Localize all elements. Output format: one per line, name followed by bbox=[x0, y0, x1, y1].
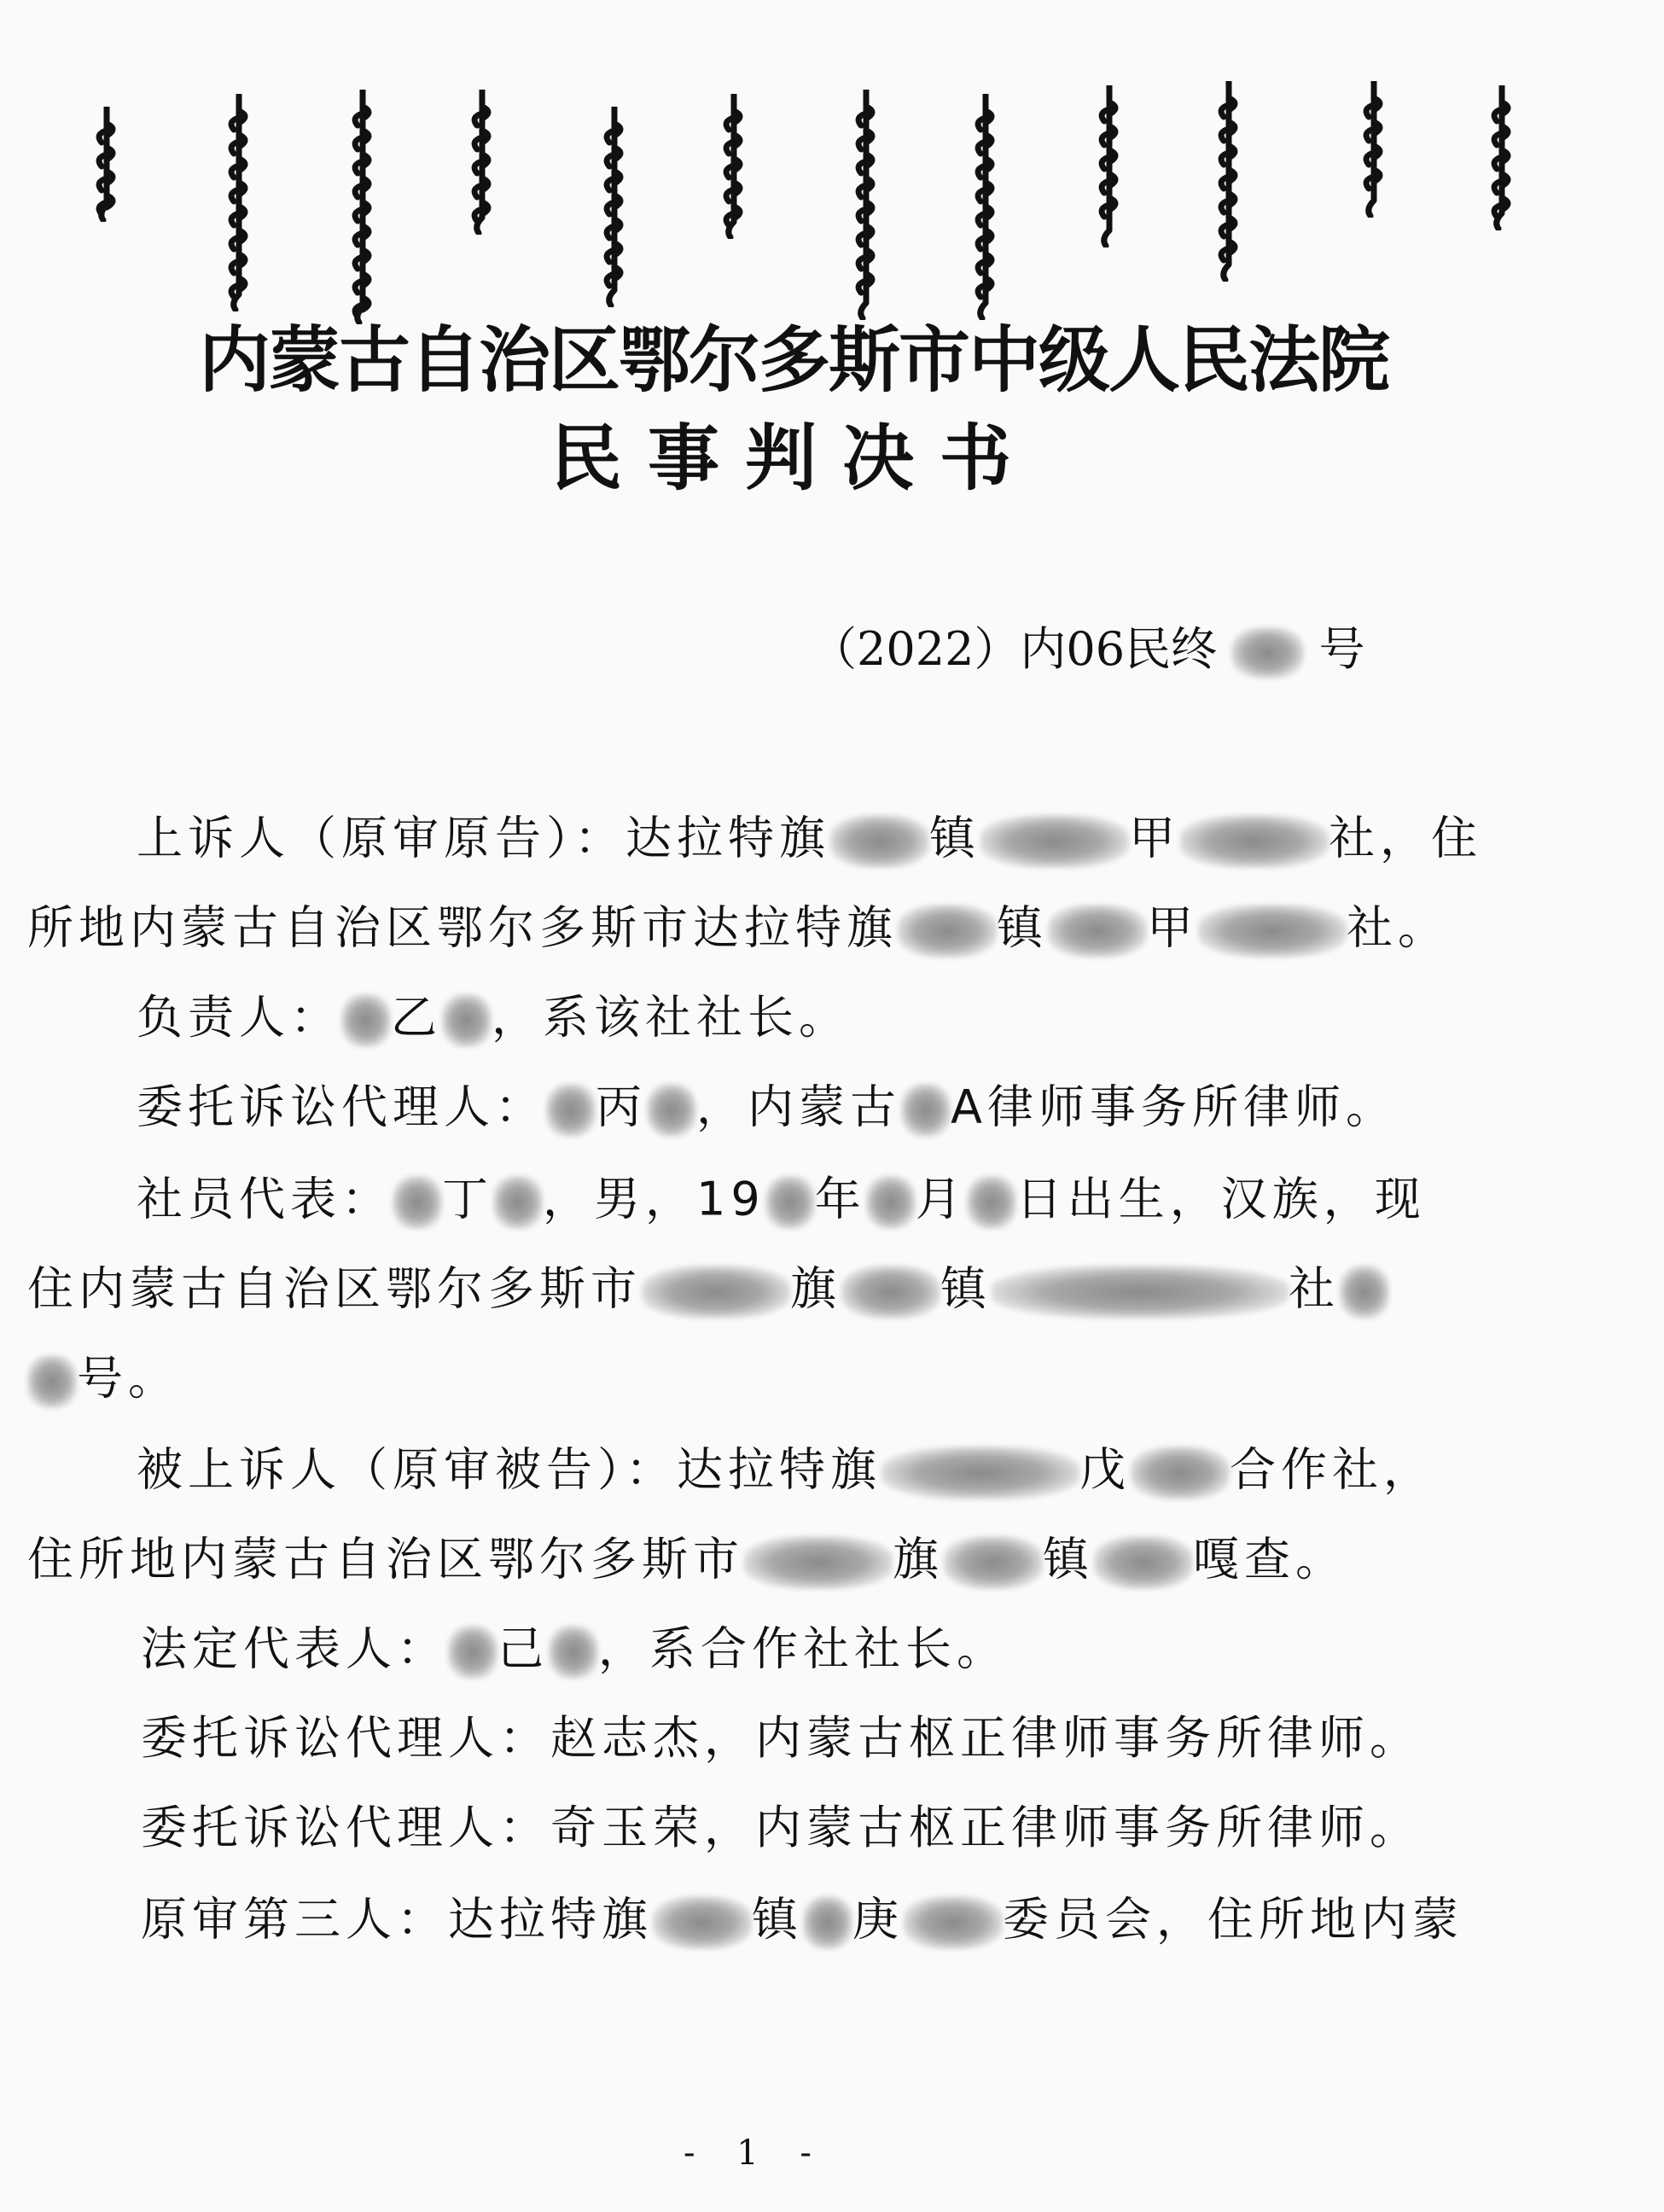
mongolian-script-column bbox=[337, 90, 388, 324]
mongolian-script-column bbox=[1476, 85, 1527, 230]
text-segment: ，男，19 bbox=[543, 1172, 765, 1226]
paragraph-line-third-party bbox=[141, 1892, 1463, 1949]
text-segment: 镇 bbox=[1043, 1532, 1094, 1586]
redacted-text bbox=[881, 1447, 1079, 1499]
paragraph-line-appellee-agent-2 bbox=[141, 1801, 1421, 1854]
placeholder-name: 甲 bbox=[1129, 811, 1180, 865]
paragraph-line-appellee bbox=[27, 1532, 1347, 1589]
text-segment: 镇 bbox=[940, 1261, 992, 1316]
redacted-text bbox=[841, 1266, 940, 1318]
text-segment: ，内蒙古 bbox=[696, 1080, 901, 1134]
mongolian-script-header bbox=[0, 81, 1664, 294]
text-segment: ，系合作社社长。 bbox=[598, 1621, 1008, 1676]
text-segment: 住所地内蒙古自治区鄂尔多斯市 bbox=[27, 1532, 744, 1586]
text-segment: 委托诉讼代理人： bbox=[137, 1080, 546, 1134]
text-segment: 社 bbox=[1289, 1261, 1340, 1316]
text-segment: 镇 bbox=[752, 1892, 803, 1947]
redacted-text bbox=[393, 1176, 442, 1229]
mongolian-script-column bbox=[213, 94, 265, 311]
court-name-title: 内蒙古自治区鄂尔多斯市中级人民法院 bbox=[198, 318, 1388, 402]
mongolian-script-column bbox=[1348, 81, 1399, 218]
text-segment: 合作社， bbox=[1230, 1442, 1434, 1497]
redacted-text bbox=[546, 1084, 596, 1137]
mongolian-script-column bbox=[960, 94, 1011, 320]
paragraph-line-legal-representative bbox=[141, 1621, 1008, 1679]
redacted-text bbox=[1340, 1266, 1389, 1318]
text-segment: 律师事务所律师。 bbox=[986, 1080, 1397, 1134]
mongolian-script-column bbox=[841, 90, 892, 320]
redacted-text bbox=[642, 1266, 790, 1318]
redacted-text bbox=[1048, 905, 1147, 958]
text-segment: 旗 bbox=[790, 1261, 841, 1316]
redacted-text bbox=[901, 1084, 951, 1137]
text-segment: 上诉人（原审原告）：达拉特旗 bbox=[137, 811, 830, 865]
mongolian-script-column bbox=[708, 94, 759, 239]
text-segment: ，系该社社长。 bbox=[492, 990, 850, 1045]
placeholder-name: 庚 bbox=[852, 1892, 904, 1947]
redacted-text bbox=[341, 994, 391, 1047]
text-segment: 委托诉讼代理人：奇玉荣，内蒙古枢正律师事务所律师。 bbox=[141, 1801, 1421, 1854]
mongolian-script-column bbox=[1084, 85, 1135, 247]
redacted-text bbox=[442, 994, 492, 1047]
redacted-text bbox=[980, 815, 1129, 868]
redacted-text bbox=[27, 1355, 77, 1408]
mongolian-script-column bbox=[1203, 81, 1254, 282]
paragraph-line-responsible-person bbox=[137, 990, 850, 1047]
case-number bbox=[811, 613, 1364, 678]
redacted-text bbox=[967, 1176, 1016, 1229]
text-segment: 嘎查。 bbox=[1193, 1532, 1347, 1586]
text-segment: 月 bbox=[915, 1172, 967, 1226]
placeholder-name: 丙 bbox=[596, 1080, 647, 1134]
text-segment: 所地内蒙古自治区鄂尔多斯市达拉特旗 bbox=[27, 900, 898, 955]
text-segment: 社，住 bbox=[1329, 811, 1482, 865]
case-number-prefix: （2022）内06民终 bbox=[811, 622, 1218, 676]
text-segment: 被上诉人（原审被告）：达拉特旗 bbox=[137, 1442, 881, 1497]
redacted-text bbox=[1094, 1536, 1193, 1589]
text-segment: 委员会，住所地内蒙 bbox=[1003, 1892, 1463, 1947]
placeholder-name: A bbox=[951, 1080, 987, 1134]
redacted-case-number bbox=[1231, 627, 1304, 678]
text-segment: 日出生，汉族，现 bbox=[1015, 1172, 1426, 1226]
redacted-text bbox=[992, 1266, 1289, 1318]
placeholder-name: 甲 bbox=[1147, 900, 1198, 955]
text-segment: 委托诉讼代理人：赵志杰，内蒙古枢正律师事务所律师。 bbox=[141, 1711, 1421, 1765]
text-segment: 旗 bbox=[893, 1532, 944, 1586]
text-segment: 号。 bbox=[77, 1351, 179, 1406]
redacted-text bbox=[803, 1896, 852, 1949]
redacted-text bbox=[765, 1176, 815, 1229]
paragraph-line-member-representative bbox=[27, 1351, 179, 1408]
redacted-text bbox=[1131, 1447, 1230, 1499]
paragraph-line-appellant bbox=[137, 811, 1482, 868]
text-segment: 负责人： bbox=[137, 990, 341, 1045]
placeholder-name: 戊 bbox=[1079, 1442, 1131, 1497]
mongolian-script-column bbox=[457, 90, 508, 235]
paragraph-line-appellant-agent bbox=[137, 1080, 1397, 1137]
text-segment: 镇 bbox=[997, 900, 1048, 955]
placeholder-name: 己 bbox=[497, 1621, 549, 1676]
text-segment: 社员代表： bbox=[137, 1172, 393, 1226]
redacted-text bbox=[744, 1536, 893, 1589]
text-segment: 住内蒙古自治区鄂尔多斯市 bbox=[27, 1261, 642, 1316]
redacted-text bbox=[830, 815, 929, 868]
text-segment: 年 bbox=[814, 1172, 866, 1226]
paragraph-line-appellee bbox=[137, 1442, 1434, 1499]
redacted-text bbox=[647, 1084, 696, 1137]
placeholder-name: 丁 bbox=[442, 1172, 493, 1226]
text-segment: 法定代表人： bbox=[141, 1621, 448, 1676]
redacted-text bbox=[653, 1896, 752, 1949]
redacted-text bbox=[493, 1176, 543, 1229]
paragraph-line-appellee-agent-1 bbox=[141, 1711, 1421, 1765]
redacted-text bbox=[448, 1626, 497, 1679]
text-segment: 社。 bbox=[1347, 900, 1449, 955]
redacted-text bbox=[1198, 905, 1347, 958]
redacted-text bbox=[1180, 815, 1329, 868]
text-segment: 镇 bbox=[929, 811, 980, 865]
redacted-text bbox=[549, 1626, 598, 1679]
redacted-text bbox=[944, 1536, 1043, 1589]
mongolian-script-column bbox=[589, 107, 640, 307]
case-number-suffix: 号 bbox=[1318, 622, 1365, 676]
mongolian-script-column bbox=[81, 107, 132, 222]
page-number: - 1 - bbox=[684, 2133, 827, 2173]
paragraph-line-member-representative bbox=[137, 1172, 1426, 1229]
paragraph-line-appellant bbox=[27, 900, 1449, 958]
text-segment: 原审第三人：达拉特旗 bbox=[141, 1892, 653, 1947]
redacted-text bbox=[898, 905, 997, 958]
document-type-title: 民事判决书 bbox=[550, 416, 1037, 500]
redacted-text bbox=[904, 1896, 1003, 1949]
paragraph-line-member-representative bbox=[27, 1261, 1389, 1318]
redacted-text bbox=[866, 1176, 916, 1229]
placeholder-name: 乙 bbox=[391, 990, 442, 1045]
